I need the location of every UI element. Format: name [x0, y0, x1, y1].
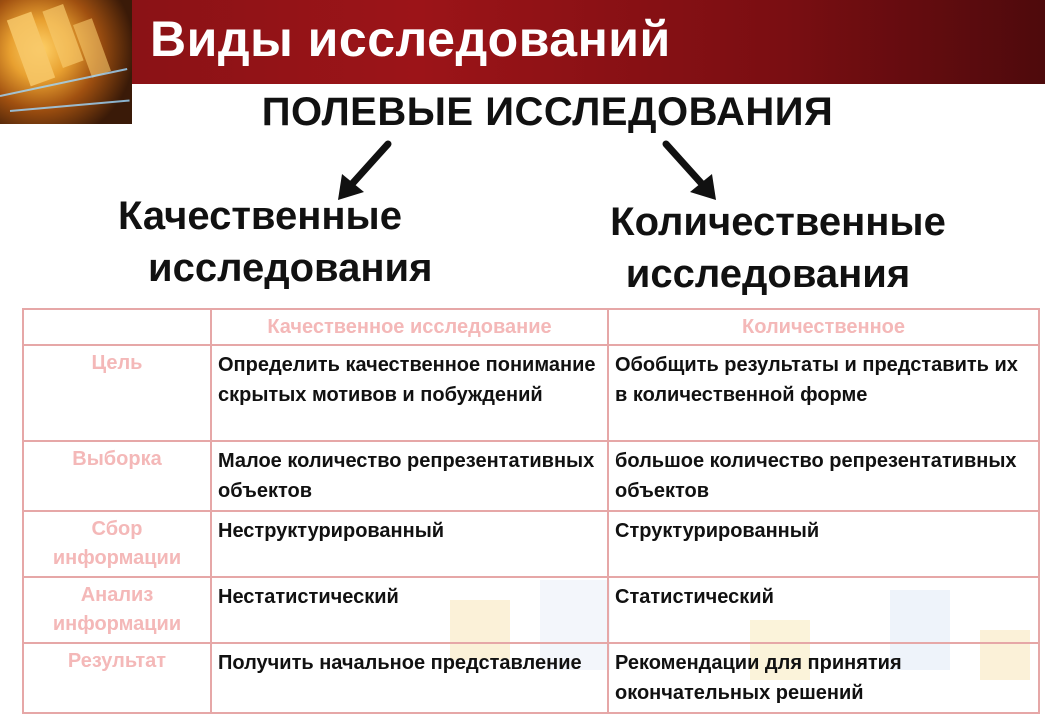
arrow-down-right-icon: [654, 138, 724, 204]
section-heading: ПОЛЕВЫЕ ИССЛЕДОВАНИЯ: [261, 90, 834, 134]
table-header-qualitative: Качественное исследование: [211, 309, 608, 345]
cell-qualitative: Неструктурированный: [211, 511, 608, 577]
table-row: [23, 345, 1039, 441]
row-label-goal: Цель: [23, 345, 211, 441]
quantitative-branch: [578, 196, 978, 300]
row-label-analysis: Анализ информации: [23, 577, 211, 643]
page-title: Виды исследований: [150, 11, 671, 67]
comparison-table: [22, 308, 1040, 714]
table-header-row: [23, 309, 1039, 345]
table-row: [23, 643, 1039, 713]
cell-quantitative: Обобщить результаты и представить их в количественной форме: [608, 345, 1039, 441]
cell-quantitative: большое количество репрезентативных объектов: [608, 441, 1039, 511]
qualitative-branch-line1: Качественные: [118, 194, 402, 238]
row-label-sample: Выборка: [23, 441, 211, 511]
qualitative-branch-line2: исследования: [148, 246, 433, 290]
cell-quantitative: Структурированный: [608, 511, 1039, 577]
table-row: [23, 511, 1039, 577]
cell-qualitative: Получить начальное представление: [211, 643, 608, 713]
quantitative-branch-line2: исследования: [625, 252, 911, 296]
qualitative-branch: [118, 190, 432, 294]
table-row: [23, 441, 1039, 511]
table-row: [23, 577, 1039, 643]
cell-qualitative: Определить качественное понимание скрытых мотивов и побуждений: [211, 345, 608, 441]
quantitative-branch-line1: Количественные: [610, 200, 946, 244]
cell-quantitative: Рекомендации для принятия окончательных решений: [608, 643, 1039, 713]
cell-qualitative: Малое количество репрезентативных объектов: [211, 441, 608, 511]
cell-quantitative: Статистический: [608, 577, 1039, 643]
table-header-quantitative: Количественное: [608, 309, 1039, 345]
row-label-data-collection: Сбор информации: [23, 511, 211, 577]
cell-qualitative: Нестатистический: [211, 577, 608, 643]
row-label-result: Результат: [23, 643, 211, 713]
table-header-empty: [23, 309, 211, 345]
